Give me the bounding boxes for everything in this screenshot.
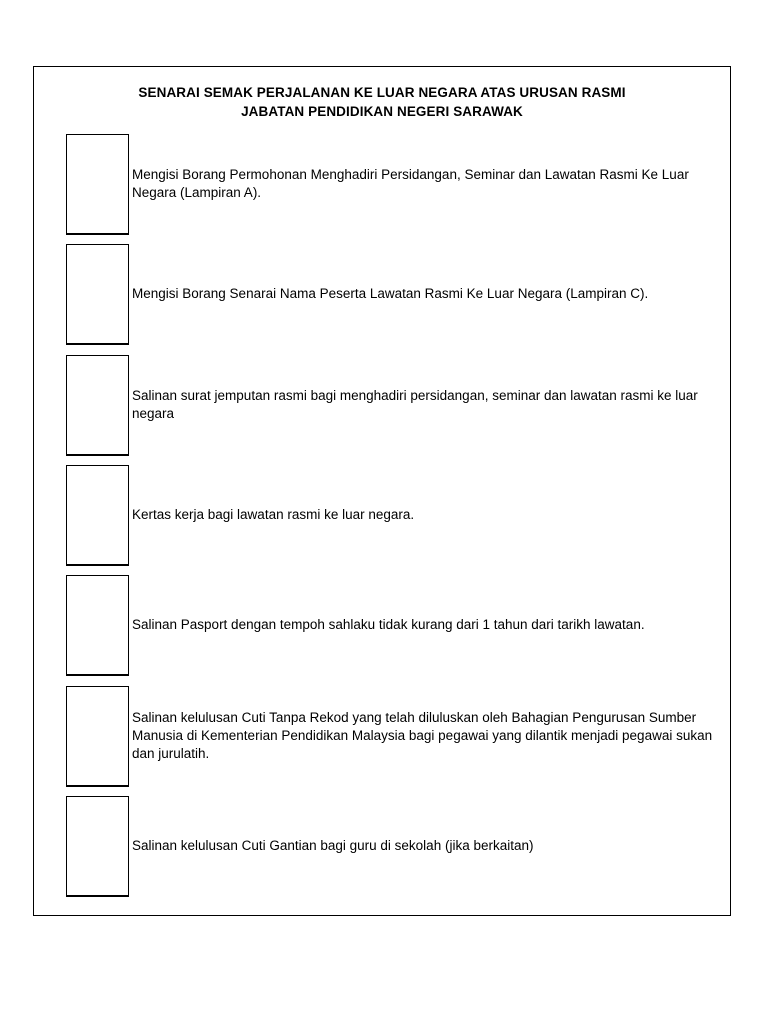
checkbox-3[interactable] (66, 355, 129, 456)
checklist-item-text: Mengisi Borang Senarai Nama Peserta Lawatan Rasmi Ke Luar Negara (Lampiran C). (132, 286, 649, 301)
checklist-item-1 (66, 134, 726, 236)
checkbox-2[interactable] (66, 244, 129, 345)
title-line-2: JABATAN PENDIDIKAN NEGERI SARAWAK (241, 104, 523, 119)
checklist-item-text: Mengisi Borang Permohonan Menghadiri Persidangan, Seminar dan Lawatan Rasmi Ke Luar Negara (Lampiran A). (132, 167, 689, 200)
checklist-item-4 (66, 465, 726, 567)
checklist-item-5 (66, 575, 726, 677)
checkbox-6[interactable] (66, 686, 129, 787)
checkbox-5[interactable] (66, 575, 129, 676)
checkbox-7[interactable] (66, 796, 129, 897)
checklist-item-text: Kertas kerja bagi lawatan rasmi ke luar negara. (132, 507, 415, 522)
document-title (34, 83, 730, 121)
checklist-frame (33, 66, 731, 916)
checkbox-1[interactable] (66, 134, 129, 235)
checklist-item-text: Salinan kelulusan Cuti Tanpa Rekod yang telah diluluskan oleh Bahagian Pengurusan Sumber Manusia di Kementerian Pendidikan Malaysia bagi pegawai yang dilantik menjadi pegawai sukan dan jurulatih. (132, 710, 713, 761)
checklist-item-text: Salinan kelulusan Cuti Gantian bagi guru di sekolah (jika berkaitan) (132, 838, 534, 853)
checklist-item-6 (66, 686, 726, 788)
title-line-1: SENARAI SEMAK PERJALANAN KE LUAR NEGARA ATAS URUSAN RASMI (138, 85, 626, 100)
checkbox-4[interactable] (66, 465, 129, 566)
checklist-item-text: Salinan Pasport dengan tempoh sahlaku tidak kurang dari 1 tahun dari tarikh lawatan. (132, 617, 645, 632)
checklist-item-3 (66, 355, 726, 457)
checklist-item-2 (66, 244, 726, 346)
checklist-item-text: Salinan surat jemputan rasmi bagi menghadiri persidangan, seminar dan lawatan rasmi ke luar negara (132, 388, 698, 421)
checklist-item-7 (66, 796, 726, 898)
